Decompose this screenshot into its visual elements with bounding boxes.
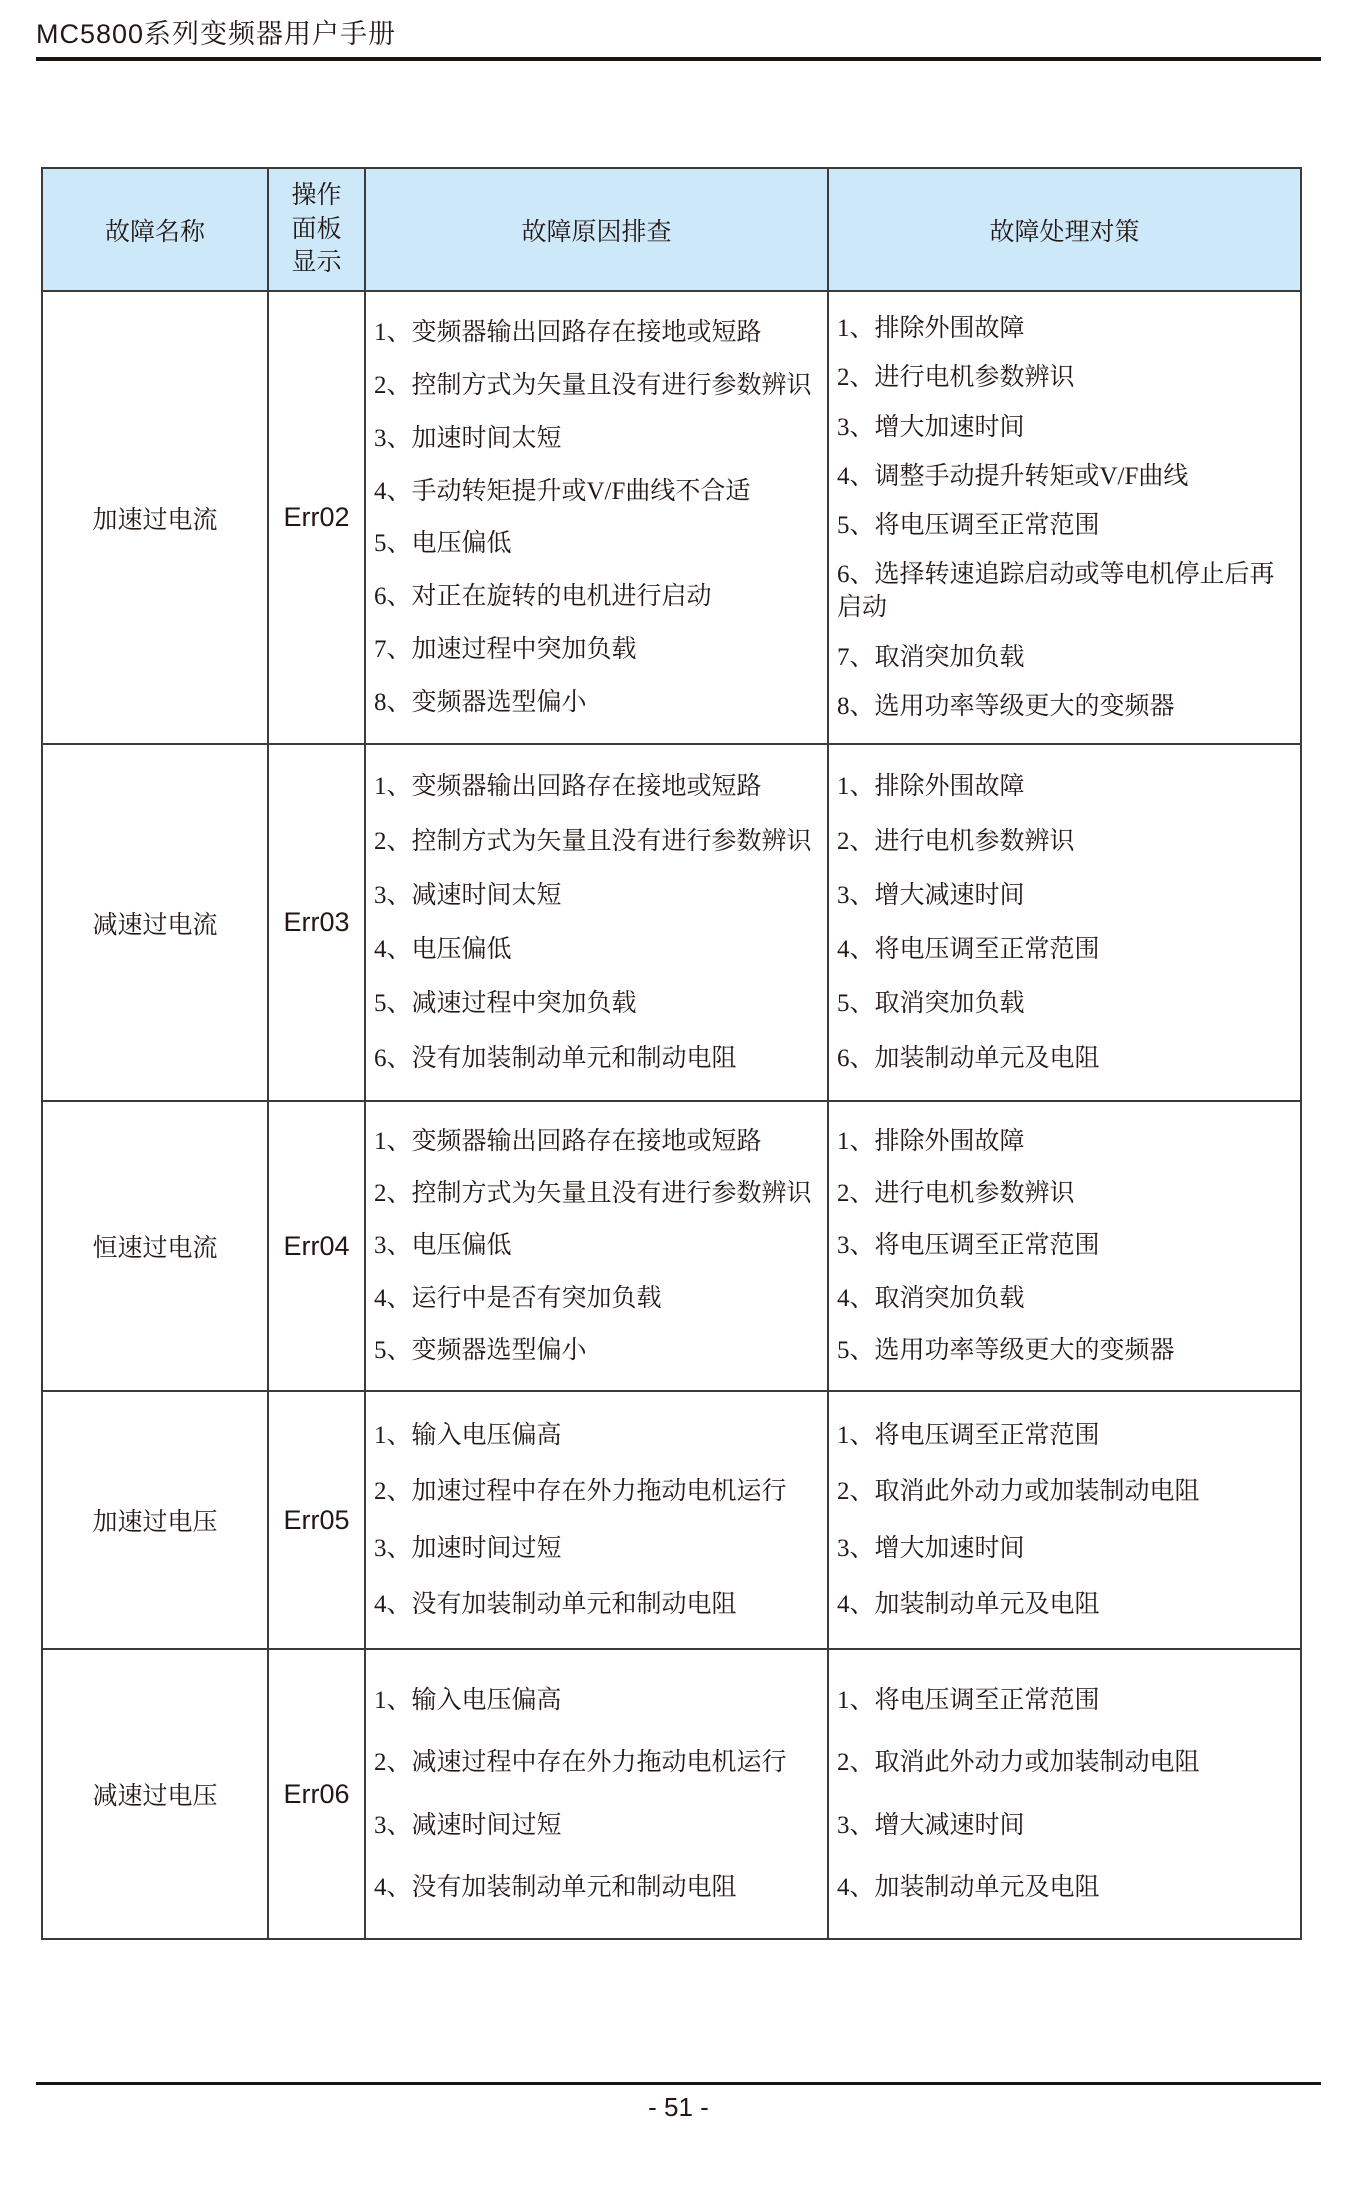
list-line: 4、运行中是否有突加负载: [374, 1284, 662, 1312]
causes-cell: [366, 745, 829, 1102]
list-line: 3、减速时间过短: [374, 1811, 562, 1839]
list-line: 1、输入电压偏高: [374, 1686, 562, 1714]
document-header: [36, 12, 1321, 61]
table-row: [43, 1650, 1300, 1938]
list-line: 7、加速过程中突加负载: [374, 636, 637, 664]
table-row: [43, 292, 1300, 745]
list-line: 5、取消突加负载: [837, 990, 1025, 1018]
table-row: [43, 745, 1300, 1102]
list-line: 2、控制方式为矢量且没有进行参数辨识: [374, 827, 812, 855]
causes-cell: [366, 1102, 829, 1392]
list-line: 4、电压偏低: [374, 936, 512, 964]
list-line: 2、进行电机参数辨识: [837, 827, 1075, 855]
list-line: 1、将电压调至正常范围: [837, 1686, 1100, 1714]
panel-display-cell: Err03: [269, 745, 366, 1102]
list-line: 2、取消此外动力或加装制动电阻: [837, 1478, 1200, 1506]
list-line: 1、变频器输出回路存在接地或短路: [374, 318, 762, 346]
fault-name-cell: 减速过电流: [43, 745, 269, 1102]
list-line: 5、将电压调至正常范围: [837, 512, 1100, 540]
list-line: 4、手动转矩提升或V/F曲线不合适: [374, 477, 751, 505]
list-line: 3、减速时间太短: [374, 881, 562, 909]
list-line: 3、加速时间太短: [374, 424, 562, 452]
table-row: [43, 1392, 1300, 1650]
countermeasures-cell: [829, 1392, 1300, 1650]
list-line: 2、加速过程中存在外力拖动电机运行: [374, 1478, 787, 1506]
list-line: 2、控制方式为矢量且没有进行参数辨识: [374, 1180, 812, 1208]
panel-display-cell: Err05: [269, 1392, 366, 1650]
list-line: 4、加装制动单元及电阻: [837, 1590, 1100, 1618]
list-line: 3、将电压调至正常范围: [837, 1232, 1100, 1260]
list-line: 6、没有加装制动单元和制动电阻: [374, 1044, 737, 1072]
countermeasures-cell: [829, 1650, 1300, 1938]
list-line: 3、增大减速时间: [837, 881, 1025, 909]
footer-rule: [36, 2082, 1321, 2085]
list-line: 1、排除外围故障: [837, 1128, 1025, 1156]
panel-display-cell: Err04: [269, 1102, 366, 1392]
list-line: 1、输入电压偏高: [374, 1422, 562, 1450]
list-line: 4、将电压调至正常范围: [837, 936, 1100, 964]
list-line: 6、对正在旋转的电机进行启动: [374, 583, 712, 611]
list-line: 6、加装制动单元及电阻: [837, 1044, 1100, 1072]
list-line: 4、取消突加负载: [837, 1284, 1025, 1312]
countermeasures-cell: [829, 745, 1300, 1102]
list-line: 4、没有加装制动单元和制动电阻: [374, 1874, 737, 1902]
list-line: 5、减速过程中突加负载: [374, 990, 637, 1018]
causes-cell: [366, 1392, 829, 1650]
countermeasures-cell: [829, 292, 1300, 745]
list-line: 3、电压偏低: [374, 1232, 512, 1260]
list-line: 4、没有加装制动单元和制动电阻: [374, 1590, 737, 1618]
list-line: 1、变频器输出回路存在接地或短路: [374, 773, 762, 801]
causes-cell: [366, 292, 829, 745]
fault-table: [41, 167, 1302, 1940]
fault-name-cell: 加速过电流: [43, 292, 269, 745]
list-line: 2、进行电机参数辨识: [837, 364, 1075, 392]
list-line: 4、加装制动单元及电阻: [837, 1874, 1100, 1902]
list-line: 3、加速时间过短: [374, 1534, 562, 1562]
list-line: 5、电压偏低: [374, 530, 512, 558]
list-line: 3、增大加速时间: [837, 1534, 1025, 1562]
panel-display-cell: Err06: [269, 1650, 366, 1938]
list-line: 6、选择转速追踪启动或等电机停止后再启动: [837, 561, 1275, 622]
panel-display-cell: Err02: [269, 292, 366, 745]
column-header-countermeasures: 故障处理对策: [829, 169, 1300, 292]
list-line: 1、排除外围故障: [837, 315, 1025, 343]
page-number: - 51 -: [648, 2092, 709, 2122]
list-line: 2、进行电机参数辨识: [837, 1180, 1075, 1208]
list-line: 8、选用功率等级更大的变频器: [837, 692, 1175, 720]
table-header-row: [43, 169, 1300, 292]
table-row: [43, 1102, 1300, 1392]
list-line: 2、减速过程中存在外力拖动电机运行: [374, 1749, 787, 1777]
list-line: 1、排除外围故障: [837, 773, 1025, 801]
causes-cell: [366, 1650, 829, 1938]
list-line: 3、增大减速时间: [837, 1811, 1025, 1839]
list-line: 5、变频器选型偏小: [374, 1336, 587, 1364]
column-header-panel-display: 操作面板显示: [269, 169, 366, 292]
list-line: 4、调整手动提升转矩或V/F曲线: [837, 462, 1189, 490]
list-line: 7、取消突加负载: [837, 643, 1025, 671]
fault-name-cell: 恒速过电流: [43, 1102, 269, 1392]
column-header-fault-name: 故障名称: [43, 169, 269, 292]
list-line: 3、增大加速时间: [837, 413, 1025, 441]
fault-name-cell: 减速过电压: [43, 1650, 269, 1938]
list-line: 5、选用功率等级更大的变频器: [837, 1336, 1175, 1364]
list-line: 2、控制方式为矢量且没有进行参数辨识: [374, 371, 812, 399]
list-line: 1、变频器输出回路存在接地或短路: [374, 1128, 762, 1156]
column-header-causes: 故障原因排查: [366, 169, 829, 292]
countermeasures-cell: [829, 1102, 1300, 1392]
fault-name-cell: 加速过电压: [43, 1392, 269, 1650]
document-title: MC5800系列变频器用户手册: [36, 19, 397, 49]
list-line: 8、变频器选型偏小: [374, 689, 587, 716]
list-line: 2、取消此外动力或加装制动电阻: [837, 1749, 1200, 1777]
list-line: 1、将电压调至正常范围: [837, 1422, 1100, 1450]
